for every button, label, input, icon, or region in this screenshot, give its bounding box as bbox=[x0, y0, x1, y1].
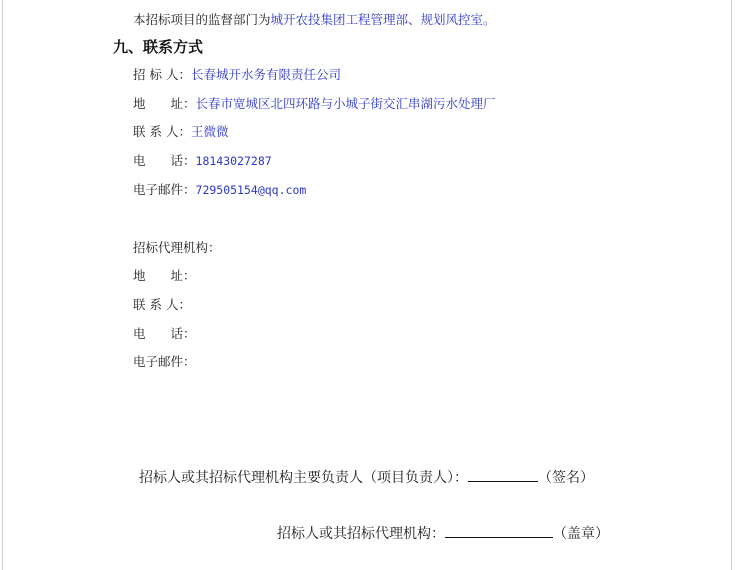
tenderer-name-label: 招 标 人： bbox=[133, 67, 191, 82]
page-left-edge bbox=[2, 0, 3, 570]
tenderer-name-row bbox=[133, 67, 341, 83]
tenderer-contact-label: 联 系 人： bbox=[133, 124, 191, 139]
agency-email-row bbox=[133, 354, 196, 370]
tenderer-contact-row bbox=[133, 124, 228, 140]
supervision-line bbox=[133, 12, 496, 28]
principal-signature-suffix: （签名） bbox=[538, 470, 594, 486]
tenderer-address-row bbox=[133, 96, 496, 112]
principal-signature-row bbox=[139, 467, 594, 488]
agency-email-label: 电子邮件： bbox=[133, 354, 196, 369]
tenderer-name-value: 长春城开水务有限责任公司 bbox=[190, 67, 341, 82]
supervision-department: 城开农投集团工程管理部、规划风控室。 bbox=[270, 12, 496, 27]
section-title: 九、联系方式 bbox=[113, 38, 204, 56]
tenderer-contact-value: 王微微 bbox=[190, 124, 229, 139]
tenderer-phone-label: 电 话： bbox=[133, 153, 196, 168]
principal-signature-label: 招标人或其招标代理机构主要负责人（项目负责人）： bbox=[139, 470, 468, 486]
agency-address-row bbox=[133, 268, 196, 284]
org-seal-label: 招标人或其招标代理机构： bbox=[277, 526, 445, 542]
tenderer-email-value[interactable]: 729505154@qq.com bbox=[195, 183, 307, 197]
tenderer-phone-value: 18143027287 bbox=[195, 154, 272, 168]
tenderer-address-label: 地 址： bbox=[133, 96, 196, 111]
tenderer-address-value: 长春市宽城区北四环路与小城子街交汇串湖污水处理厂 bbox=[195, 96, 496, 111]
page-right-edge bbox=[731, 0, 732, 570]
agency-contact-label: 联 系 人： bbox=[133, 297, 191, 312]
supervision-prefix: 本招标项目的监督部门为 bbox=[133, 12, 271, 27]
tenderer-email-label: 电子邮件： bbox=[133, 182, 196, 197]
principal-signature-blank[interactable] bbox=[468, 467, 538, 482]
agency-org-row bbox=[133, 240, 221, 256]
agency-address-label: 地 址： bbox=[133, 268, 196, 283]
org-seal-blank[interactable] bbox=[445, 523, 553, 538]
agency-phone-row bbox=[133, 326, 196, 342]
agency-contact-row bbox=[133, 297, 191, 313]
agency-phone-label: 电 话： bbox=[133, 326, 196, 341]
org-seal-suffix: （盖章） bbox=[553, 526, 609, 542]
agency-org-label: 招标代理机构： bbox=[133, 240, 221, 255]
tenderer-phone-row bbox=[133, 153, 272, 169]
tenderer-email-row bbox=[133, 182, 306, 198]
org-seal-row bbox=[277, 523, 609, 544]
